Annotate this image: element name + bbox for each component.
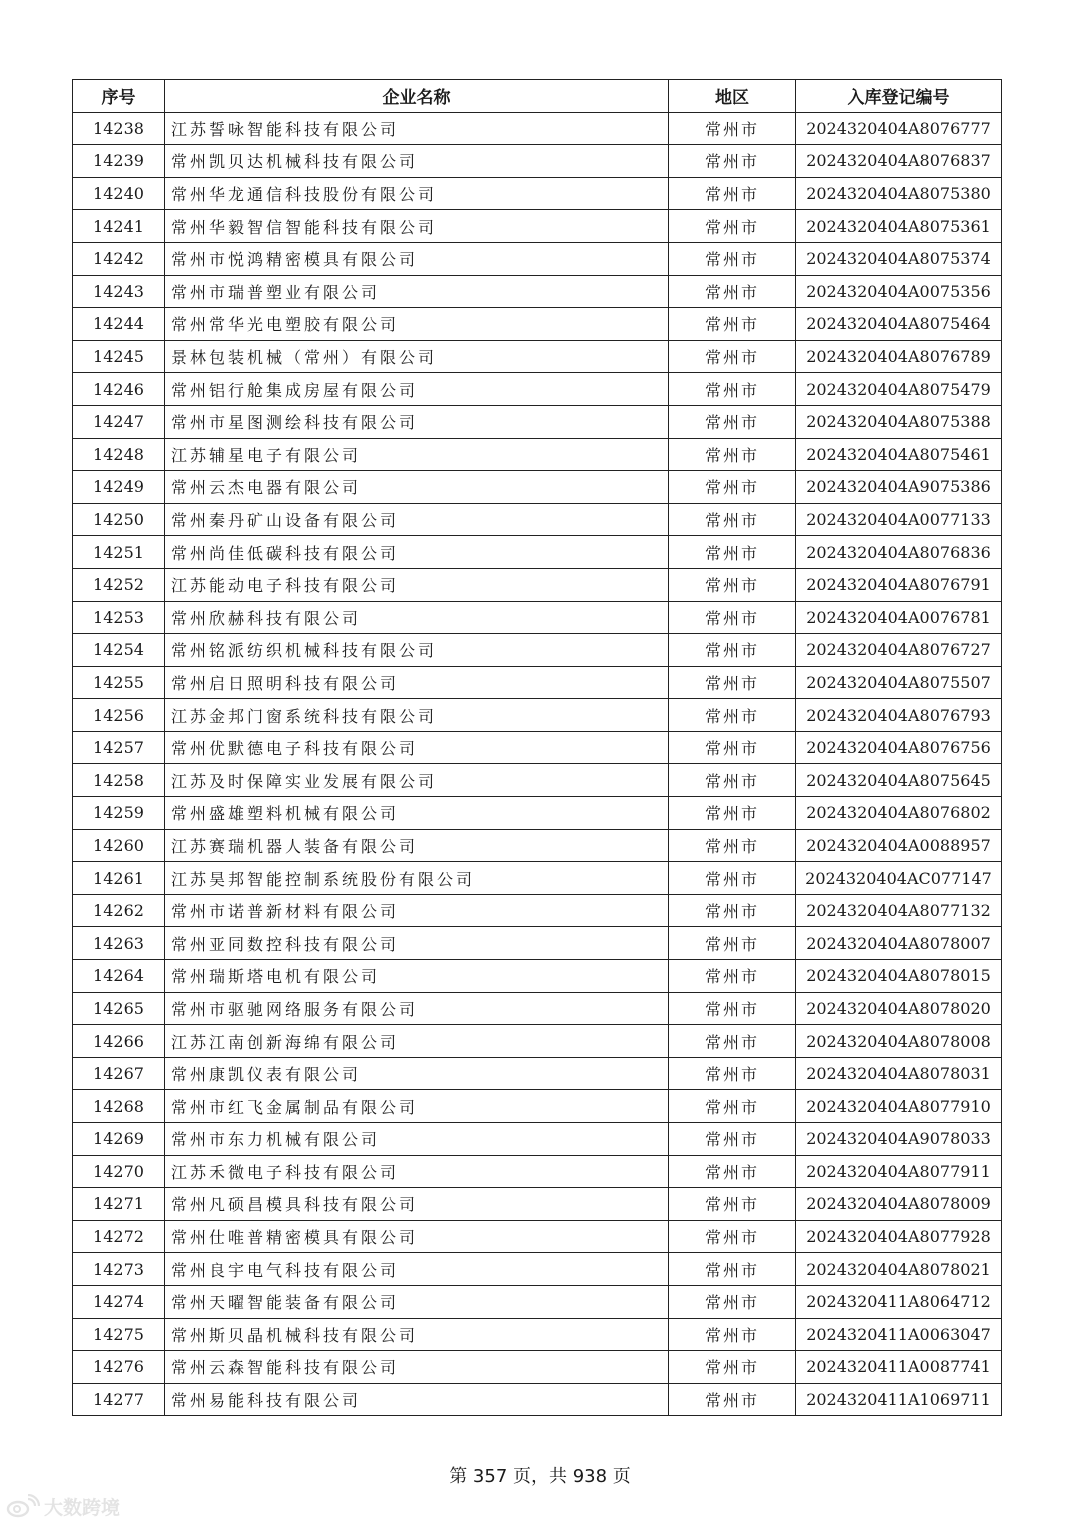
row-company-name: 常州常华光电塑胶有限公司 [165,308,669,341]
row-seq: 14269 [73,1123,165,1156]
table-row [73,1025,1002,1058]
row-company-name: 常州亚同数控科技有限公司 [165,927,669,960]
row-registration-number: 2024320411A0063047 [796,1318,1002,1351]
table-row [73,927,1002,960]
table-row [73,1351,1002,1384]
table-row [73,1155,1002,1188]
row-seq: 14255 [73,666,165,699]
table-row [73,1188,1002,1221]
row-registration-number: 2024320404A8078031 [796,1057,1002,1090]
row-registration-number: 2024320404A8076802 [796,797,1002,830]
row-company-name: 常州市驱驰网络服务有限公司 [165,992,669,1025]
row-region: 常州市 [669,1253,796,1286]
row-registration-number: 2024320404AC077147 [796,862,1002,895]
watermark-text: 大数跨境 [44,1496,121,1519]
row-region: 常州市 [669,1351,796,1384]
row-company-name: 江苏及时保障实业发展有限公司 [165,764,669,797]
table-row [73,829,1002,862]
table-header-row [73,80,1002,113]
row-company-name: 常州良宇电气科技有限公司 [165,1253,669,1286]
row-registration-number: 2024320404A0075356 [796,275,1002,308]
row-company-name: 常州易能科技有限公司 [165,1383,669,1416]
row-company-name: 常州华龙通信科技股份有限公司 [165,177,669,210]
row-seq: 14256 [73,699,165,732]
row-seq: 14272 [73,1220,165,1253]
row-registration-number: 2024320404A8076756 [796,731,1002,764]
table-row [73,438,1002,471]
row-company-name: 常州铭派纺织机械科技有限公司 [165,634,669,667]
row-region: 常州市 [669,797,796,830]
row-company-name: 常州市瑞普塑业有限公司 [165,275,669,308]
row-seq: 14258 [73,764,165,797]
header-seq: 序号 [73,80,165,113]
table-row [73,1318,1002,1351]
row-seq: 14238 [73,112,165,145]
header-registration-number: 入库登记编号 [796,80,1002,113]
row-company-name: 景林包装机械（常州）有限公司 [165,340,669,373]
row-seq: 14241 [73,210,165,243]
row-seq: 14253 [73,601,165,634]
table-row [73,1090,1002,1123]
row-seq: 14259 [73,797,165,830]
row-registration-number: 2024320404A8075461 [796,438,1002,471]
row-registration-number: 2024320404A8075388 [796,405,1002,438]
row-company-name: 常州尚佳低碳科技有限公司 [165,536,669,569]
row-registration-number: 2024320404A0076781 [796,601,1002,634]
row-region: 常州市 [669,308,796,341]
row-company-name: 常州云杰电器有限公司 [165,471,669,504]
row-registration-number: 2024320404A8078008 [796,1025,1002,1058]
table-row [73,1220,1002,1253]
row-company-name: 江苏昊邦智能控制系统股份有限公司 [165,862,669,895]
row-seq: 14249 [73,471,165,504]
row-registration-number: 2024320404A8078015 [796,960,1002,993]
table-row [73,177,1002,210]
row-seq: 14266 [73,1025,165,1058]
row-registration-number: 2024320411A1069711 [796,1383,1002,1416]
row-region: 常州市 [669,1057,796,1090]
row-region: 常州市 [669,340,796,373]
row-seq: 14263 [73,927,165,960]
table-row [73,634,1002,667]
row-seq: 14251 [73,536,165,569]
row-company-name: 江苏辅星电子有限公司 [165,438,669,471]
row-registration-number: 2024320404A0088957 [796,829,1002,862]
row-region: 常州市 [669,1318,796,1351]
row-seq: 14239 [73,145,165,178]
row-registration-number: 2024320404A9075386 [796,471,1002,504]
table-row [73,764,1002,797]
table-row [73,568,1002,601]
row-region: 常州市 [669,960,796,993]
row-seq: 14245 [73,340,165,373]
row-seq: 14261 [73,862,165,895]
row-company-name: 常州秦丹矿山设备有限公司 [165,503,669,536]
row-company-name: 常州铝行舱集成房屋有限公司 [165,373,669,406]
row-region: 常州市 [669,210,796,243]
row-region: 常州市 [669,1188,796,1221]
table-row [73,666,1002,699]
table-row [73,992,1002,1025]
table-row [73,797,1002,830]
row-seq: 14250 [73,503,165,536]
row-company-name: 常州瑞斯塔电机有限公司 [165,960,669,993]
weibo-logo-icon [6,1494,40,1518]
row-region: 常州市 [669,1090,796,1123]
row-seq: 14243 [73,275,165,308]
row-company-name: 常州市诺普新材料有限公司 [165,894,669,927]
table-row [73,731,1002,764]
row-registration-number: 2024320404A8077911 [796,1155,1002,1188]
row-company-name: 江苏禾微电子科技有限公司 [165,1155,669,1188]
row-registration-number: 2024320404A8078009 [796,1188,1002,1221]
row-seq: 14252 [73,568,165,601]
table-row [73,960,1002,993]
table-row [73,145,1002,178]
row-region: 常州市 [669,438,796,471]
row-region: 常州市 [669,471,796,504]
table-row [73,699,1002,732]
row-region: 常州市 [669,862,796,895]
row-region: 常州市 [669,242,796,275]
row-seq: 14247 [73,405,165,438]
row-company-name: 常州云森智能科技有限公司 [165,1351,669,1384]
row-company-name: 常州康凯仪表有限公司 [165,1057,669,1090]
row-seq: 14248 [73,438,165,471]
table-row [73,373,1002,406]
row-seq: 14267 [73,1057,165,1090]
row-registration-number: 2024320404A8075479 [796,373,1002,406]
header-company-name: 企业名称 [165,80,669,113]
row-company-name: 常州市星图测绘科技有限公司 [165,405,669,438]
row-registration-number: 2024320404A8075380 [796,177,1002,210]
row-registration-number: 2024320404A8075645 [796,764,1002,797]
row-region: 常州市 [669,145,796,178]
row-region: 常州市 [669,1123,796,1156]
row-company-name: 常州启日照明科技有限公司 [165,666,669,699]
row-seq: 14264 [73,960,165,993]
row-region: 常州市 [669,1285,796,1318]
table-row [73,112,1002,145]
row-seq: 14270 [73,1155,165,1188]
row-registration-number: 2024320404A8076836 [796,536,1002,569]
row-registration-number: 2024320411A8064712 [796,1285,1002,1318]
row-registration-number: 2024320404A9078033 [796,1123,1002,1156]
table-row [73,210,1002,243]
row-region: 常州市 [669,373,796,406]
row-seq: 14273 [73,1253,165,1286]
row-registration-number: 2024320404A8075374 [796,242,1002,275]
row-company-name: 常州欣赫科技有限公司 [165,601,669,634]
table-row [73,862,1002,895]
table-row [73,894,1002,927]
row-region: 常州市 [669,894,796,927]
row-registration-number: 2024320404A8076793 [796,699,1002,732]
row-registration-number: 2024320404A8075464 [796,308,1002,341]
row-region: 常州市 [669,601,796,634]
row-seq: 14275 [73,1318,165,1351]
row-company-name: 江苏能动电子科技有限公司 [165,568,669,601]
row-registration-number: 2024320404A8076777 [796,112,1002,145]
row-registration-number: 2024320404A8076791 [796,568,1002,601]
row-seq: 14276 [73,1351,165,1384]
row-region: 常州市 [669,1155,796,1188]
row-seq: 14274 [73,1285,165,1318]
row-company-name: 常州凡硕昌模具科技有限公司 [165,1188,669,1221]
row-seq: 14277 [73,1383,165,1416]
row-seq: 14254 [73,634,165,667]
row-registration-number: 2024320411A0087741 [796,1351,1002,1384]
row-registration-number: 2024320404A8076789 [796,340,1002,373]
row-region: 常州市 [669,177,796,210]
table-row [73,242,1002,275]
row-company-name: 常州凯贝达机械科技有限公司 [165,145,669,178]
row-seq: 14271 [73,1188,165,1221]
table-row [73,1057,1002,1090]
table-row [73,1253,1002,1286]
row-registration-number: 2024320404A8076727 [796,634,1002,667]
row-region: 常州市 [669,275,796,308]
row-region: 常州市 [669,992,796,1025]
row-seq: 14240 [73,177,165,210]
row-registration-number: 2024320404A8078007 [796,927,1002,960]
row-seq: 14265 [73,992,165,1025]
page-footer: 第 357 页，共 938 页 [449,1466,631,1487]
row-company-name: 常州斯贝晶机械科技有限公司 [165,1318,669,1351]
row-region: 常州市 [669,634,796,667]
row-company-name: 江苏赛瑞机器人装备有限公司 [165,829,669,862]
row-seq: 14244 [73,308,165,341]
header-region: 地区 [669,80,796,113]
table-row [73,601,1002,634]
table-row [73,405,1002,438]
row-registration-number: 2024320404A8078021 [796,1253,1002,1286]
row-company-name: 常州仕唯普精密模具有限公司 [165,1220,669,1253]
row-seq: 14246 [73,373,165,406]
enterprise-table [72,79,1002,1416]
row-company-name: 常州优默德电子科技有限公司 [165,731,669,764]
row-region: 常州市 [669,829,796,862]
watermark [6,1492,120,1520]
row-region: 常州市 [669,536,796,569]
row-region: 常州市 [669,1025,796,1058]
row-seq: 14262 [73,894,165,927]
table-row [73,1123,1002,1156]
row-registration-number: 2024320404A8075507 [796,666,1002,699]
row-company-name: 江苏誓咏智能科技有限公司 [165,112,669,145]
row-company-name: 江苏江南创新海绵有限公司 [165,1025,669,1058]
table-row [73,536,1002,569]
row-region: 常州市 [669,1383,796,1416]
table-row [73,340,1002,373]
row-registration-number: 2024320404A0077133 [796,503,1002,536]
row-seq: 14257 [73,731,165,764]
table-row [73,503,1002,536]
row-registration-number: 2024320404A8075361 [796,210,1002,243]
row-region: 常州市 [669,503,796,536]
row-company-name: 常州市红飞金属制品有限公司 [165,1090,669,1123]
row-company-name: 常州市悦鸿精密模具有限公司 [165,242,669,275]
row-region: 常州市 [669,927,796,960]
row-region: 常州市 [669,1220,796,1253]
row-region: 常州市 [669,764,796,797]
row-seq: 14268 [73,1090,165,1123]
row-region: 常州市 [669,731,796,764]
row-company-name: 常州天曜智能装备有限公司 [165,1285,669,1318]
row-company-name: 常州市东力机械有限公司 [165,1123,669,1156]
row-registration-number: 2024320404A8077132 [796,894,1002,927]
table-row [73,1383,1002,1416]
row-company-name: 常州盛雄塑料机械有限公司 [165,797,669,830]
row-registration-number: 2024320404A8077928 [796,1220,1002,1253]
table-row [73,308,1002,341]
row-registration-number: 2024320404A8078020 [796,992,1002,1025]
row-region: 常州市 [669,405,796,438]
table-row [73,275,1002,308]
row-company-name: 常州华毅智信智能科技有限公司 [165,210,669,243]
row-registration-number: 2024320404A8077910 [796,1090,1002,1123]
table-row [73,1285,1002,1318]
row-region: 常州市 [669,568,796,601]
table-row [73,471,1002,504]
row-company-name: 江苏金邦门窗系统科技有限公司 [165,699,669,732]
row-registration-number: 2024320404A8076837 [796,145,1002,178]
row-region: 常州市 [669,666,796,699]
row-seq: 14242 [73,242,165,275]
document-page [72,79,1001,1416]
row-seq: 14260 [73,829,165,862]
row-region: 常州市 [669,699,796,732]
row-region: 常州市 [669,112,796,145]
